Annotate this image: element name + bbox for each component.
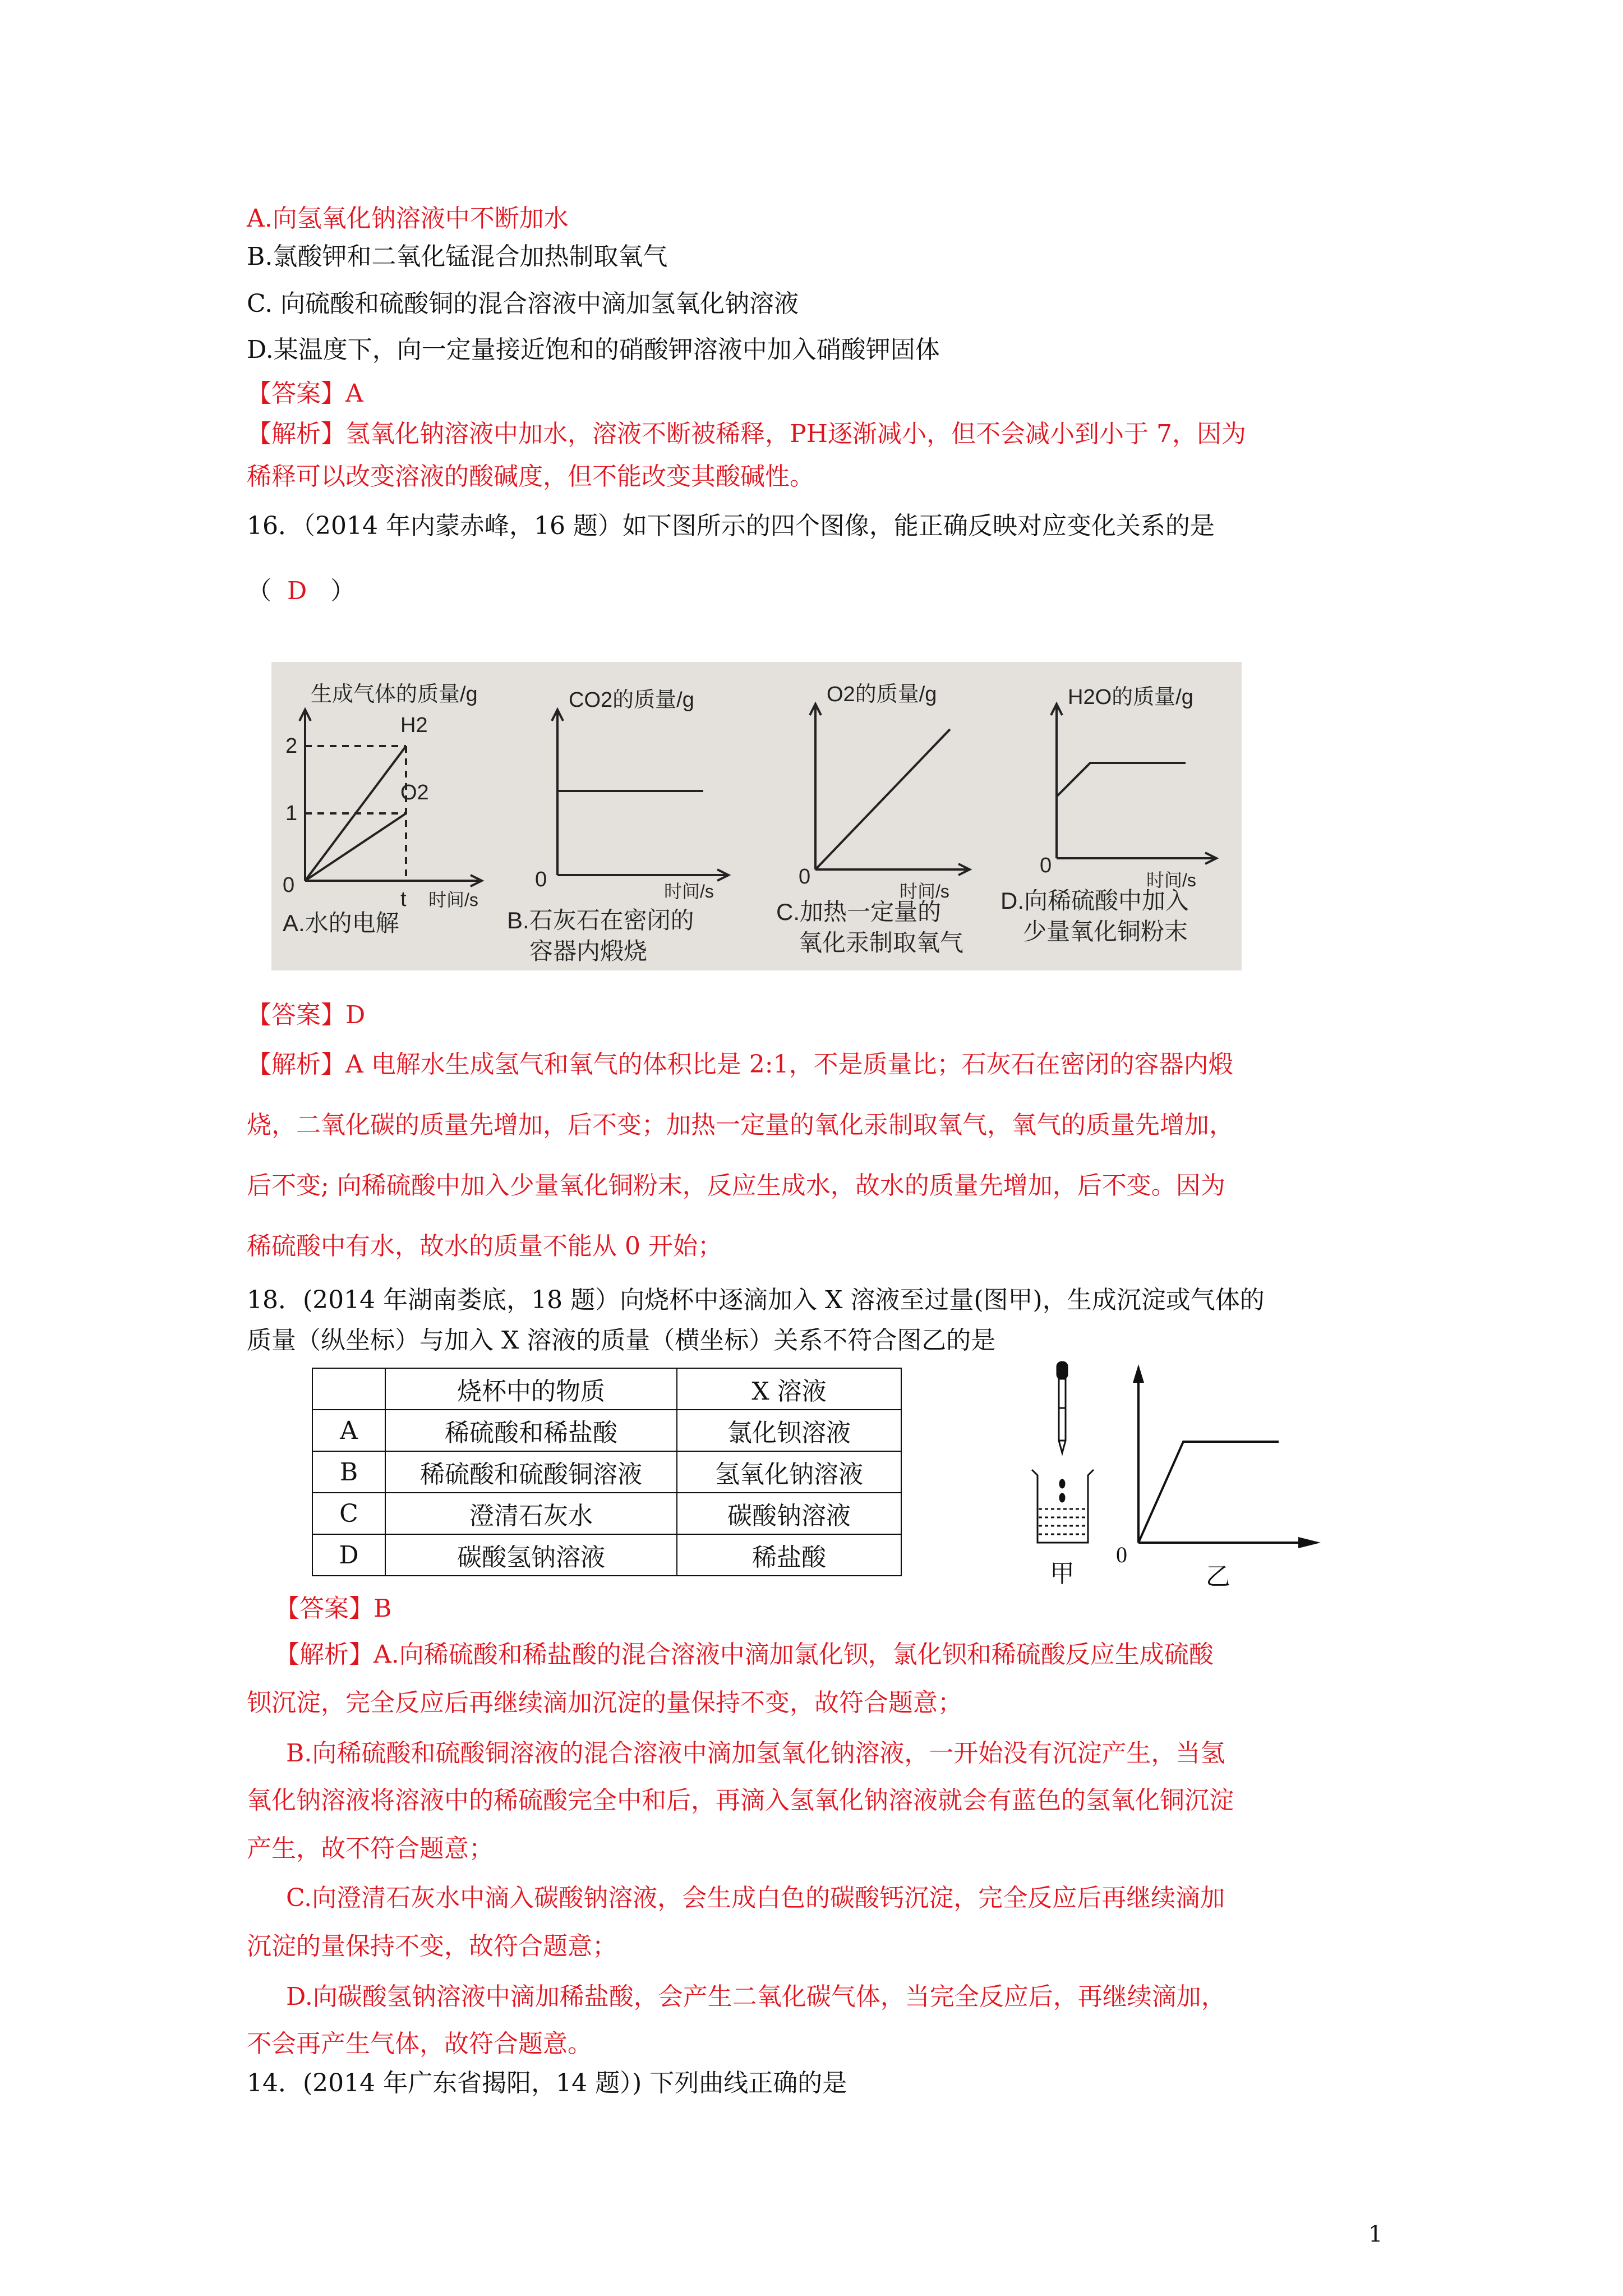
table-cell: 氢氧化钠溶液 — [677, 1451, 901, 1493]
panel-a-h2-label: H2 — [400, 714, 428, 737]
analysis-text: A.向稀硫酸和稀盐酸的混合溶液中滴加氯化钡，氯化钡和稀硫酸反应生成硫酸 — [374, 1640, 1214, 1669]
panel-a-ylabel: 生成气体的质量/g — [311, 683, 478, 706]
answer-label: 【答案】 — [275, 1594, 374, 1623]
panel-b-caption-1: B.石灰石在密闭的 — [507, 907, 694, 933]
panel-b-ylabel: CO2的质量/g — [569, 688, 694, 712]
table-cell: 稀盐酸 — [677, 1534, 901, 1576]
panel-c-graph — [810, 704, 970, 875]
page-number: 1 — [1368, 2221, 1383, 2247]
figure-label-yi: 乙 — [1206, 1563, 1230, 1590]
analysis-label: 【解析】 — [275, 1640, 374, 1669]
q16-stem: 16．（2014 年内蒙赤峰，16 题）如下图所示的四个图像，能正确反映对应变化关系的是 — [247, 512, 1215, 540]
table-cell: C — [312, 1493, 385, 1534]
panel-c-caption-2: 氧化汞制取氧气 — [799, 930, 964, 956]
figure-label-jia: 甲 — [1050, 1560, 1075, 1588]
q18-analysis-line-5: 产生，故不符合题意； — [247, 1834, 494, 1863]
analysis-label: 【解析】 — [247, 1050, 345, 1079]
q18-analysis-line-8: D.向碳酸氢钠溶液中滴加稀盐酸，会产生二氧化碳气体，当完全反应后，再继续滴加， — [286, 1982, 1226, 2011]
panel-c-xlabel: 时间/s — [900, 881, 949, 901]
answer-label: 【答案】 — [247, 1001, 345, 1029]
table-row — [312, 1451, 901, 1493]
table-cell: 氯化钡溶液 — [677, 1410, 901, 1451]
paren-open: （ — [247, 577, 271, 605]
q16-analysis-line-1 — [247, 1049, 1233, 1080]
q16-answer — [247, 1000, 365, 1031]
table-row — [312, 1410, 901, 1451]
panel-b-graph — [552, 710, 728, 881]
q18-analysis-line-2: 钡沉淀，完全反应后再继续滴加沉淀的量保持不变，故符合题意； — [247, 1688, 962, 1717]
q15-answer — [247, 378, 363, 409]
panel-d-ylabel: H2O的质量/g — [1068, 685, 1193, 709]
table-header-cell: X 溶液 — [677, 1368, 901, 1410]
table-cell: B — [312, 1451, 385, 1493]
q16-paren — [247, 576, 355, 607]
table-cell: 碳酸钠溶液 — [677, 1493, 901, 1534]
panel-c-ylabel: O2的质量/g — [827, 683, 937, 706]
table-row — [312, 1534, 901, 1576]
table-cell: 稀硫酸和硫酸铜溶液 — [385, 1451, 677, 1493]
panel-b-xlabel: 时间/s — [664, 881, 714, 901]
q18-analysis-line-1 — [275, 1639, 1214, 1671]
analysis-text: A 电解水生成氢气和氧气的体积比是 2:1，不是质量比；石灰石在密闭的容器内煅 — [345, 1050, 1233, 1079]
panel-b-caption-2: 容器内煅烧 — [529, 938, 648, 964]
panel-c-caption-1: C.加热一定量的 — [776, 899, 942, 925]
q15-analysis-line-2: 稀释可以改变溶液的酸碱度，但不能改变其酸碱性。 — [247, 462, 814, 491]
paren-close: ） — [330, 577, 356, 605]
panel-d-origin: 0 — [1040, 854, 1052, 877]
panel-a-graph — [299, 710, 482, 886]
q16-paren-answer: D — [287, 577, 307, 605]
panel-a-xlabel: 时间/s — [428, 890, 478, 910]
panel-a-xtick: t — [400, 887, 407, 911]
q15-option-d: D.某温度下，向一定量接近饱和的硝酸钾溶液中加入硝酸钾固体 — [247, 335, 940, 364]
answer-value: B — [374, 1594, 392, 1623]
beaker-icon — [1032, 1470, 1094, 1543]
panel-d-caption-2: 少量氧化铜粉末 — [1023, 918, 1188, 945]
y-axis-arrow — [1133, 1364, 1144, 1383]
q16-analysis-line-3: 后不变; 向稀硫酸中加入少量氧化铜粉末，反应生成水，故水的质量先增加，后不变。因为 — [247, 1171, 1225, 1200]
table-header-cell: 烧杯中的物质 — [385, 1368, 677, 1410]
analysis-label: 【解析】 — [247, 420, 345, 448]
table-header-row — [312, 1368, 901, 1410]
panel-a-tick-1: 1 — [285, 802, 298, 825]
q18-table — [312, 1368, 902, 1576]
q18-analysis-line-7: 沉淀的量保持不变，故符合题意； — [247, 1932, 617, 1961]
answer-label: 【答案】 — [247, 379, 345, 408]
q16-analysis-line-2: 烧，二氧化碳的质量先增加，后不变；加热一定量的氧化汞制取氧气，氧气的质量先增加， — [247, 1111, 1234, 1139]
table-cell: D — [312, 1534, 385, 1576]
dropper-icon — [1057, 1362, 1067, 1453]
table-cell: 稀硫酸和稀盐酸 — [385, 1410, 677, 1451]
panel-a-origin: 0 — [283, 873, 295, 897]
q18-figure — [1015, 1358, 1329, 1593]
table-cell: 澄清石灰水 — [385, 1493, 677, 1534]
q15-option-b: B.氯酸钾和二氧化锰混合加热制取氧气 — [247, 242, 668, 271]
answer-value: A — [345, 379, 363, 408]
q16-analysis-line-4: 稀硫酸中有水，故水的质量不能从 0 开始； — [247, 1232, 722, 1260]
graph-yi — [1138, 1374, 1307, 1543]
q15-option-a: A.向氢氧化钠溶液中不断加水 — [247, 204, 569, 233]
q18-analysis-line-6: C.向澄清石灰水中滴入碳酸钠溶液，会生成白色的碳酸钙沉淀，完全反应后再继续滴加 — [286, 1884, 1225, 1912]
q16-figure-photo — [271, 662, 1242, 970]
panel-d-xlabel: 时间/s — [1146, 870, 1196, 890]
table-header-cell — [312, 1368, 385, 1410]
table-cell: A — [312, 1410, 385, 1451]
q18-analysis-line-4: 氧化钠溶液将溶液中的稀硫酸完全中和后，再滴入氢氧化钠溶液就会有蓝色的氢氧化铜沉淀 — [247, 1786, 1234, 1815]
table-row — [312, 1493, 901, 1534]
q15-option-c: C. 向硫酸和硫酸铜的混合溶液中滴加氢氧化钠溶液 — [247, 289, 799, 318]
panel-d-graph — [1051, 704, 1216, 864]
q18-analysis-line-9: 不会再产生气体，故符合题意。 — [247, 2030, 592, 2058]
panel-b-origin: 0 — [535, 868, 547, 891]
panel-a-caption: A.水的电解 — [283, 910, 399, 936]
figure-origin: 0 — [1116, 1542, 1127, 1567]
q15-analysis-line-1 — [247, 418, 1246, 450]
analysis-text: 氢氧化钠溶液中加水，溶液不断被稀释，PH逐渐减小，但不会减小到小于 7，因为 — [345, 420, 1246, 448]
q18-stem-line-2: 质量（纵坐标）与加入 X 溶液的质量（横坐标）关系不符合图乙的是 — [247, 1326, 996, 1355]
q18-analysis-line-3: B.向稀硫酸和硫酸铜溶液的混合溶液中滴加氢氧化钠溶液，一开始没有沉淀产生，当氢 — [286, 1739, 1225, 1768]
table-cell: 碳酸氢钠溶液 — [385, 1534, 677, 1576]
panel-a-tick-2: 2 — [285, 734, 298, 758]
q14-stem: 14．(2014 年广东省揭阳，14 题）) 下列曲线正确的是 — [247, 2069, 847, 2097]
q18-answer — [275, 1593, 391, 1625]
panel-d-caption-1: D.向稀硫酸中加入 — [1000, 887, 1189, 914]
panel-c-origin: 0 — [799, 865, 811, 889]
panel-a-o2-label: O2 — [400, 781, 429, 804]
q18-stem-line-1: 18．(2014 年湖南娄底，18 题）向烧杯中逐滴加入 X 溶液至过量(图甲)，生成沉淀或气体的 — [247, 1286, 1265, 1314]
x-axis-arrow — [1298, 1537, 1321, 1548]
answer-value: D — [345, 1001, 366, 1029]
